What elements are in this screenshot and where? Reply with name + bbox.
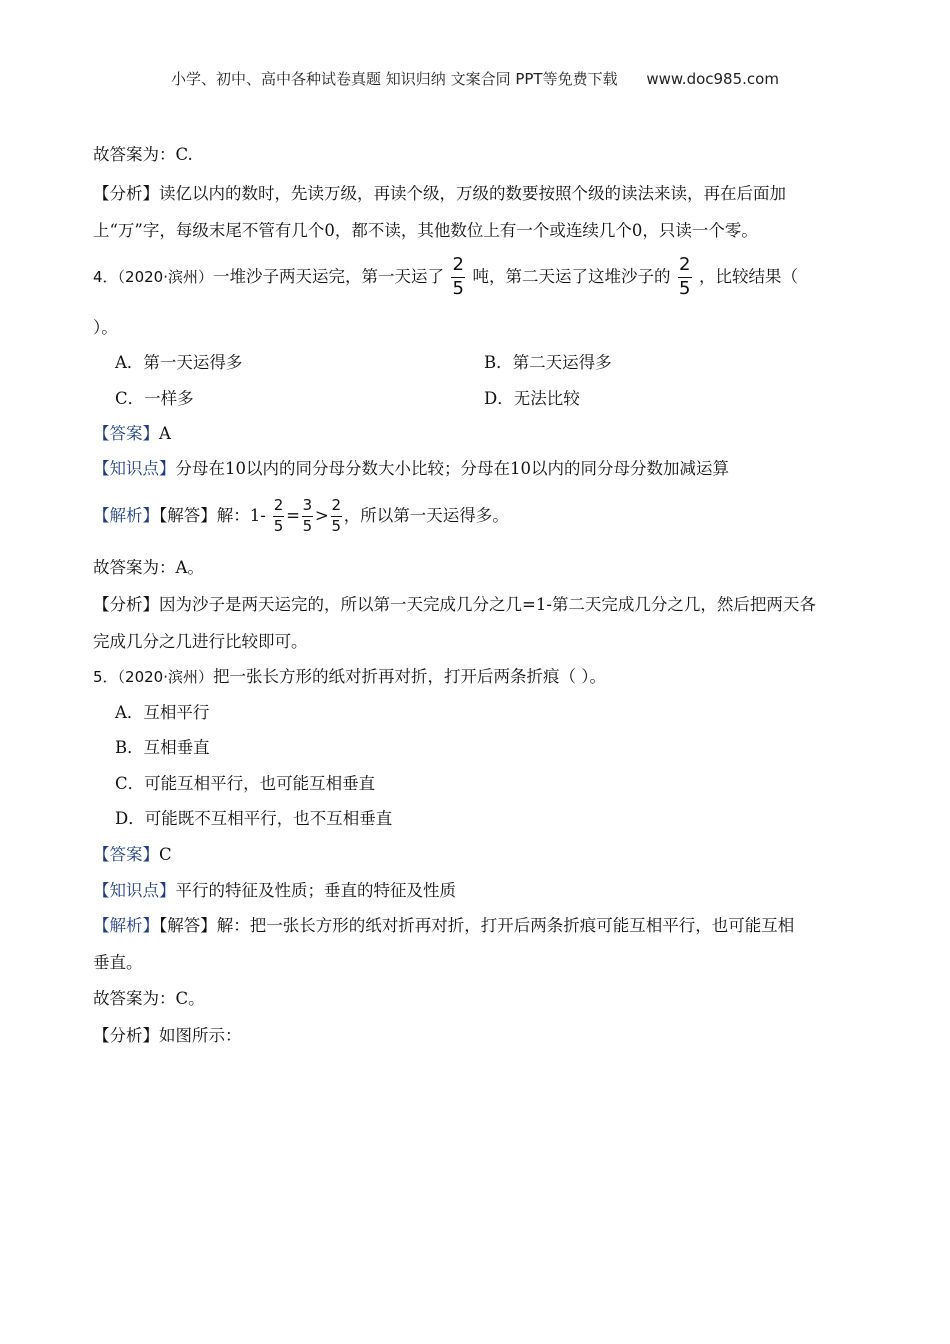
q4-option-b: B．第二天运得多 bbox=[484, 353, 612, 372]
q5-option-d: D．可能既不互相平行，也不互相垂直 bbox=[115, 809, 393, 828]
q5-knowledge: 【知识点】平行的特征及性质；垂直的特征及性质 bbox=[93, 881, 456, 900]
q5-number: 5． bbox=[93, 668, 118, 686]
q4-solution: 【解析】【解答】解：1- $\frac{2}{5}$ = $\frac{3}{5}$ > $\frac{2}{5}$ ，所以第一天运得多。 bbox=[93, 496, 509, 535]
q4-sol-fraction-2: $\frac{3}{5}$ bbox=[302, 496, 313, 535]
q4-stem: 4．（2020·滨州）一堆沙子两天运完，第一天运了 $\frac{2}{5}$ 吨，第二天运了这堆沙子的 $\frac{2}{5}$ ，比较结果（ bbox=[93, 254, 798, 299]
q4-analysis-line-2: 完成几分之几进行比较即可。 bbox=[93, 632, 308, 651]
q4-final: 故答案为：A。 bbox=[93, 558, 204, 577]
q4-answer: 【答案】A bbox=[93, 424, 171, 443]
q5-solution-line-2: 垂直。 bbox=[93, 953, 143, 972]
page-header bbox=[0, 68, 950, 89]
q5-answer: 【答案】C bbox=[93, 845, 172, 864]
q5-analysis: 【分析】如图所示： bbox=[93, 1026, 242, 1045]
q4-fraction-1: $\frac{2}{5}$ bbox=[452, 254, 464, 299]
q4-number: 4． bbox=[93, 267, 118, 286]
q5-stem: 5．（2020·滨州）把一张长方形的纸对折再对折，打开后两条折痕（ ）。 bbox=[93, 667, 606, 686]
q5-solution-line-1: 【解析】【解答】解：把一张长方形的纸对折再对折，打开后两条折痕可能互相平行，也可能互相 bbox=[93, 916, 795, 935]
answer-tag: 【答案】 bbox=[93, 424, 159, 443]
q4-analysis-line-1: 【分析】因为沙子是两天运完的，所以第一天完成几分之几=1-第二天完成几分之几，然后把两天各 bbox=[93, 595, 816, 614]
solution-tag: 【解析】 bbox=[93, 505, 159, 525]
q5-option-c: C．可能互相平行，也可能互相垂直 bbox=[115, 774, 376, 793]
q4-option-a: A．第一天运得多 bbox=[115, 353, 243, 372]
q4-sol-fraction-1: $\frac{2}{5}$ bbox=[273, 496, 284, 535]
q5-option-b: B．互相垂直 bbox=[115, 738, 210, 757]
prev-answer-line: 故答案为：C. bbox=[93, 145, 193, 164]
q5-final: 故答案为：C。 bbox=[93, 989, 205, 1008]
q5-option-a: A．互相平行 bbox=[115, 703, 210, 722]
q4-stem-end: ）。 bbox=[93, 318, 118, 337]
prev-analysis-line-1: 【分析】读亿以内的数时，先读万级，再读个级，万级的数要按照个级的读法来读，再在后面加 bbox=[93, 184, 786, 203]
header-text: 小学、初中、高中各种试卷真题 知识归纳 文案合同 PPT等免费下载 bbox=[171, 70, 618, 88]
q4-sol-fraction-3: $\frac{2}{5}$ bbox=[331, 496, 341, 535]
q4-fraction-2: $\frac{2}{5}$ bbox=[679, 254, 691, 299]
knowledge-tag: 【知识点】 bbox=[93, 459, 176, 478]
q4-option-c: C．一样多 bbox=[115, 389, 194, 408]
analysis-tag: 【分析】 bbox=[93, 184, 159, 203]
q4-knowledge: 【知识点】分母在10以内的同分母分数大小比较；分母在10以内的同分母分数加减运算 bbox=[93, 459, 729, 478]
q4-source: （2020·滨州） bbox=[117, 267, 213, 286]
header-site: www.doc985.com bbox=[646, 70, 779, 88]
q4-option-d: D．无法比较 bbox=[484, 389, 580, 408]
prev-analysis-line-2: 上“万”字，每级末尾不管有几个0，都不读，其他数位上有一个或连续几个0，只读一个零。 bbox=[93, 221, 758, 240]
q5-source: （2020·滨州） bbox=[117, 668, 213, 686]
